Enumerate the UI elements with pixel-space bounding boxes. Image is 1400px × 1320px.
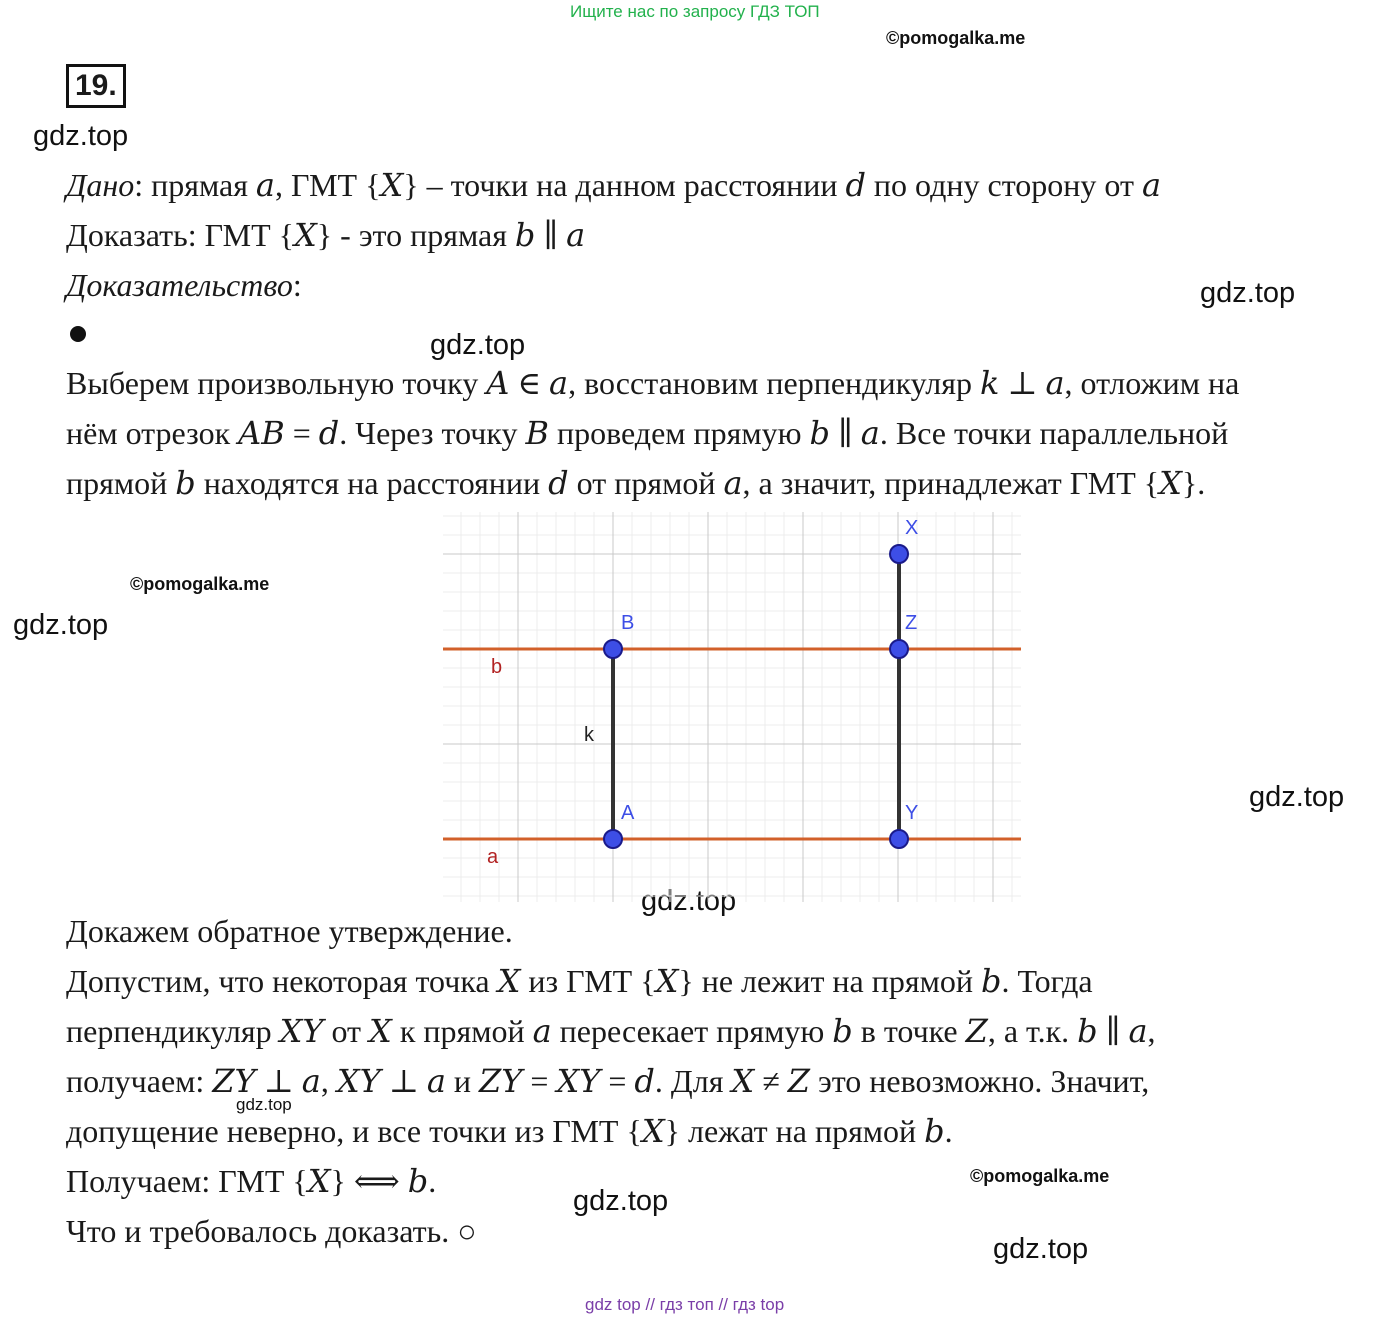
- problem-number: 19.: [66, 64, 126, 108]
- paragraph-line: перпендикуляр 𝑋𝑌 от 𝑋 к прямой 𝑎 пересекает прямую 𝑏 в точке 𝑍, а т.к. 𝑏 ∥ 𝑎,: [66, 1013, 1156, 1049]
- point-z: [890, 640, 908, 658]
- paragraph-line: Получаем: ГМТ {𝑋} ⟺ 𝑏.: [66, 1163, 437, 1199]
- label-x: X: [905, 517, 919, 539]
- watermark: gdz.top: [1249, 781, 1345, 813]
- label-k: k: [584, 724, 594, 746]
- label-b: B: [621, 612, 635, 634]
- paragraph-line: Выберем произвольную точку 𝐴 ∈ 𝑎, восстановим перпендикуляр 𝑘 ⊥ 𝑎, отложим на: [66, 365, 1240, 401]
- watermark: gdz.top: [13, 609, 109, 641]
- label-z: Z: [905, 612, 918, 634]
- small-watermark: gdz.top: [236, 1095, 292, 1114]
- proof-colon: :: [292, 267, 302, 303]
- paragraph-line: нём отрезок 𝐴𝐵 = 𝑑. Через точку 𝐵 проведем прямую 𝑏 ∥ 𝑎. Все точки параллельной: [66, 415, 1229, 451]
- prove-line: Доказать: ГМТ {𝑋} - это прямая 𝑏 ∥ 𝑎: [66, 217, 586, 253]
- label-a: A: [621, 802, 635, 824]
- copyright-mark: ©pomogalka.me: [970, 1166, 1110, 1186]
- proof-heading: [66, 260, 302, 310]
- watermark: gdz.top: [33, 120, 129, 152]
- paragraph-line: получаем: 𝑍𝑌 ⊥ 𝑎, 𝑋𝑌 ⊥ 𝑎 и 𝑍𝑌 = 𝑋𝑌 = 𝑑. Для 𝑋 ≠ 𝑍 это невозможно. Значит,: [66, 1063, 1150, 1099]
- paragraph-line: Докажем обратное утверждение.: [66, 913, 513, 949]
- watermark: gdz.top: [993, 1233, 1089, 1265]
- paragraph-line: прямой 𝑏 находятся на расстоянии 𝑑 от прямой 𝑎, а значит, принадлежат ГМТ {𝑋}.: [66, 465, 1206, 501]
- geometry-diagram: [443, 512, 1021, 902]
- watermark: gdz.top: [1200, 277, 1296, 309]
- footer-links: gdz top // гдз топ // гдз top: [585, 1295, 785, 1314]
- given-line: [66, 160, 1161, 210]
- point-y: [890, 830, 908, 848]
- point-a: [604, 830, 622, 848]
- given-label: Дано: [66, 167, 135, 203]
- watermark: gdz.top: [430, 329, 526, 361]
- point-x: [890, 545, 908, 563]
- grid-minor: [443, 512, 1021, 902]
- paragraph-line: Что и требовалось доказать. ○: [66, 1213, 477, 1249]
- copyright-mark: ©pomogalka.me: [886, 28, 1026, 48]
- bullet-icon: [70, 326, 86, 342]
- grid-major: [443, 512, 1021, 902]
- label-line-b: b: [491, 656, 503, 678]
- point-b: [604, 640, 622, 658]
- top-banner: Ищите нас по запросу ГДЗ ТОП: [570, 2, 820, 21]
- label-line-a: a: [487, 846, 499, 868]
- copyright-mark: ©pomogalka.me: [130, 574, 270, 594]
- paragraph-line: Допустим, что некоторая точка 𝑋 из ГМТ {𝑋} не лежит на прямой 𝑏. Тогда: [66, 963, 1093, 999]
- watermark: gdz.top: [641, 885, 737, 917]
- label-y: Y: [905, 802, 919, 824]
- watermark: gdz.top: [573, 1185, 669, 1217]
- paragraph-line: допущение неверно, и все точки из ГМТ {𝑋} лежат на прямой 𝑏.: [66, 1113, 953, 1149]
- proof-label: Доказательство: [66, 267, 293, 303]
- given-text: : прямая 𝑎, ГМТ {𝑋} – точки на данном расстоянии 𝑑 по одну сторону от 𝑎: [134, 167, 1162, 203]
